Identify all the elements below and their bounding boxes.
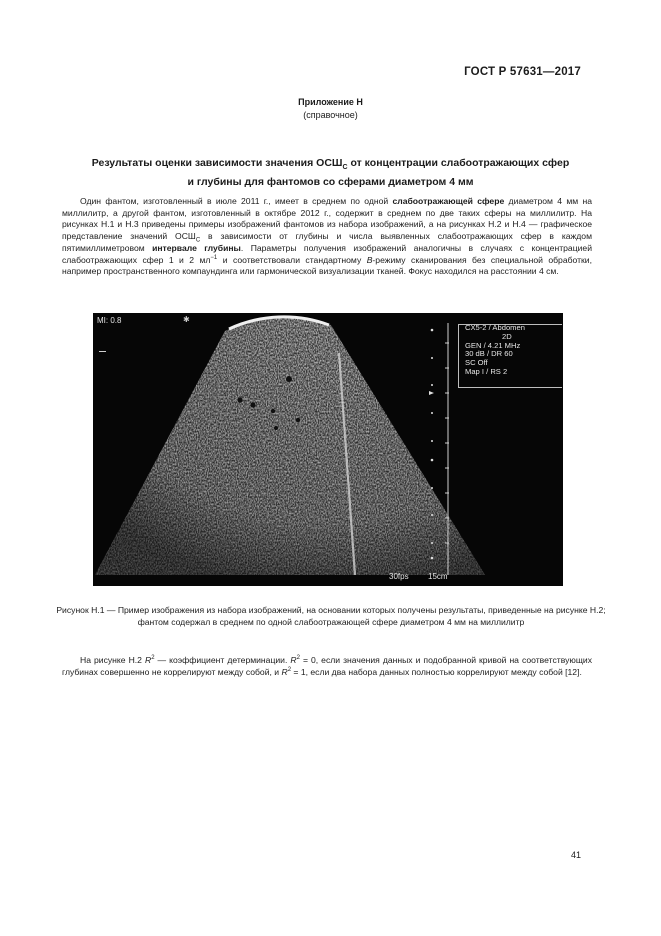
appendix-title: Приложение Н — [298, 97, 363, 107]
ultrasound-image — [93, 313, 563, 586]
p2-sup: 2 — [296, 655, 300, 662]
info-line: CX5-2 / Abdomen — [465, 323, 525, 332]
p1-text-1: Один фантом, изготовленный в июле 2011 г., имеет в среднем по одной — [80, 196, 393, 206]
p2-sup: 2 — [287, 666, 292, 673]
depth-label: 15cm — [428, 572, 448, 581]
p1-term-sphere: слабоотражающей сфере — [392, 196, 505, 206]
paragraph-intro — [62, 196, 592, 278]
info-line: 2D — [502, 331, 512, 341]
p2-text-2: — коэффициент детерминации. — [154, 655, 291, 665]
section-title-sub: C — [342, 164, 348, 172]
p2-text-4: = 1, если два набора данных полностью коррелируют между собой [12]. — [291, 666, 582, 677]
p2-var: R — [144, 655, 152, 665]
mechanical-index-label: MI: 0.8 — [97, 316, 122, 325]
section-title — [40, 156, 621, 189]
info-line: GEN / 4.21 MHz — [465, 340, 521, 350]
frame-rate-label: 30fps — [389, 572, 409, 581]
figure-caption: Рисунок Н.1 — Пример изображения из набора изображений, на основании которых получены результаты, приведенные на рисунке Н.2; фантом содержал в среднем по одной слабоотражающей сфере диаметром 4 мм на миллилитр — [56, 605, 606, 627]
settings-info — [465, 324, 525, 377]
orientation-mark-icon: ✱ — [183, 315, 190, 324]
p2-var: R — [281, 666, 288, 677]
appendix-heading — [0, 96, 661, 122]
p1-sup: −1 — [210, 254, 218, 261]
section-title-part1: Результаты оценки зависимости значения ОСШ — [91, 157, 343, 169]
info-line: 30 dB / DR 60 — [465, 349, 513, 359]
section-title-part2: от концентрации слабоотражающих сфер — [347, 157, 570, 169]
info-line: SC Off — [465, 358, 488, 368]
page-number: 41 — [570, 850, 581, 860]
p2-sup: 2 — [151, 655, 155, 662]
p2-text-3: = 0, если значения данных и подобранной кривой на соответствующих глубинах совершенно не коррелируют между собой, и — [62, 655, 593, 677]
p1-text-6: -режиму сканирования без специальной обработки, например пространственного компаундинга или гармонической визуализации тканей. Фокус находился на расстоянии 4 см. — [62, 254, 592, 277]
info-line: Map I / RS 2 — [465, 366, 508, 376]
section-title-line2: и глубины для фантомов со сферами диаметром 4 мм — [187, 176, 474, 189]
p1-text-4: . Параметры получения изображений аналогичны в случаях с концентрацией слабоотражающих сфер 1 и 2 мл — [62, 242, 592, 265]
appendix-note: (справочное) — [303, 110, 358, 120]
scale-dash — [99, 351, 106, 352]
p1-mode-letter: B — [366, 254, 373, 265]
p1-text-3: в зависимости от глубины и числа выявленных слабоотражающих сфер в каждом пятимиллиметровом — [62, 231, 592, 253]
standard-header: ГОСТ Р 57631—2017 — [464, 66, 581, 78]
p1-text-5: и соответствовали стандартному — [217, 254, 367, 265]
p1-text-2: диаметром 4 мм на миллилитр, а другой фантом, изготовленный в октябре 2012 г., содержит в среднем по две таких сферы на миллилитр. На рисунках Н.1 и Н.3 приведены примеры изображений фантомов из набора изображений, а на рисунках Н.2 и Н.4 — графическое представление значений ОСШ — [62, 196, 592, 242]
paragraph-r2 — [62, 655, 592, 678]
p2-text-1: На рисунке Н.2 — [80, 655, 145, 665]
p2-var: R — [290, 655, 297, 665]
p1-sub: С — [195, 237, 201, 244]
p1-term-interval: интервале глубины — [152, 242, 241, 253]
